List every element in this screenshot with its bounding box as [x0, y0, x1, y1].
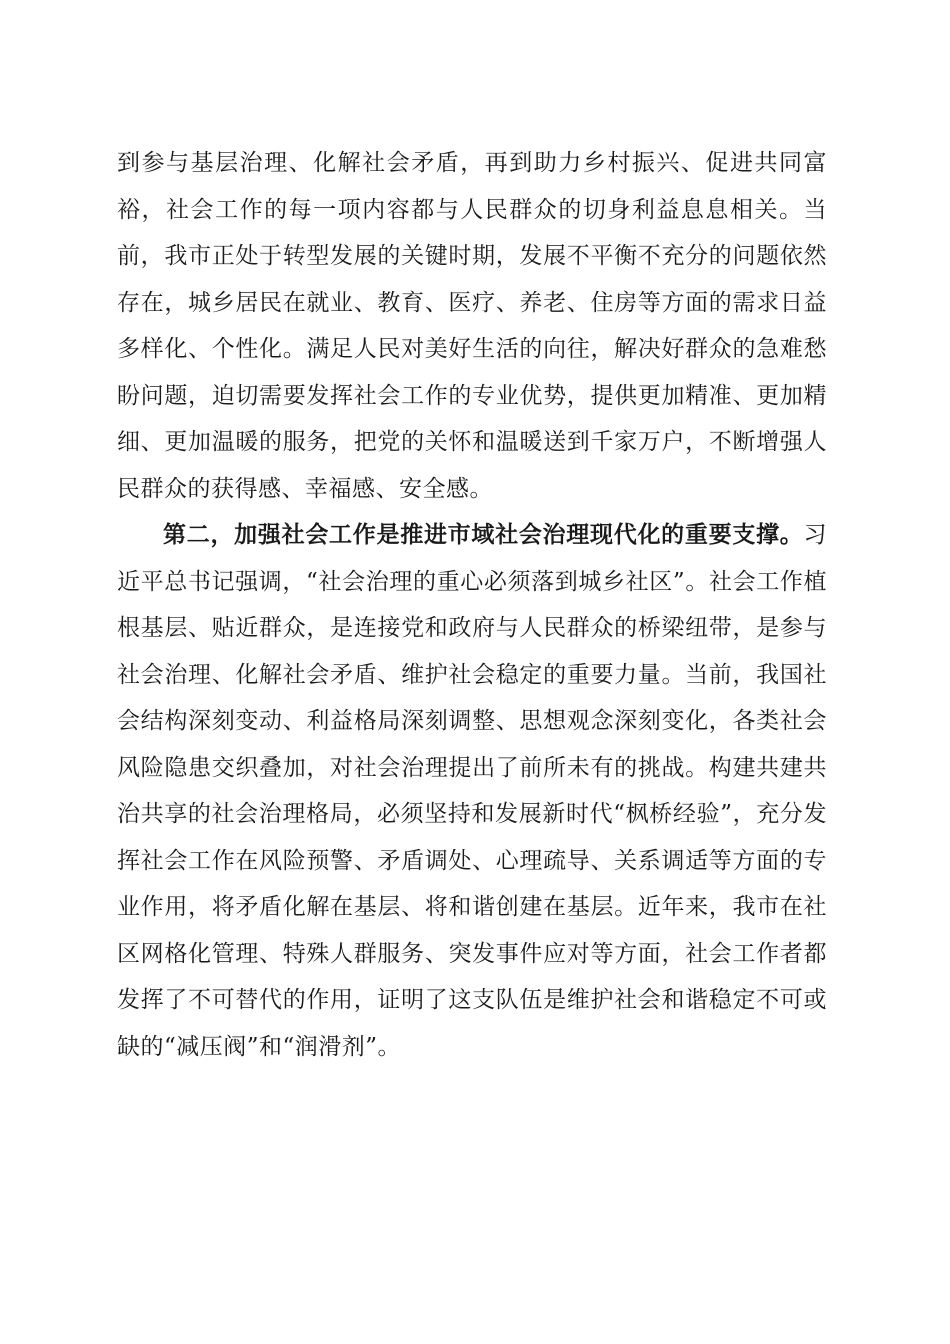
paragraph-second-point: [117, 512, 827, 1070]
paragraph-continued: 到参与基层治理、化解社会矛盾，再到助力乡村振兴、促进共同富裕，社会工作的每一项内容都与人民群众的切身利益息息相关。当前，我市正处于转型发展的关键时期，发展不平衡不充分的问题依然存在，城乡居民在就业、教育、医疗、养老、住房等方面的需求日益多样化、个性化。满足人民对美好生活的向往，解决好群众的急难愁盼问题，迫切需要发挥社会工作的专业优势，提供更加精准、更加精细、更加温暖的服务，把党的关怀和温暖送到千家万户，不断增强人民群众的获得感、幸福感、安全感。: [117, 150, 827, 502]
paragraph-lead-sentence: 第二，加强社会工作是推进市域社会治理现代化的重要支撑。: [163, 521, 804, 548]
document-body: [117, 140, 827, 1070]
paragraph-body-text: 习近平总书记强调，“社会治理的重心必须落到城乡社区”。社会工作植根基层、贴近群众，是连接党和政府与人民群众的桥梁纽带，是参与社会治理、化解社会矛盾、维护社会稳定的重要力量。当前，我国社会结构深刻变动、利益格局深刻调整、思想观念深刻变化，各类社会风险隐患交织叠加，对社会治理提出了前所未有的挑战。构建共建共治共享的社会治理格局，必须坚持和发展新时代“枫桥经验”，充分发挥社会工作在风险预警、矛盾调处、心理疏导、关系调适等方面的专业作用，将矛盾化解在基层、将和谐创建在基层。近年来，我市在社区网格化管理、特殊人群服务、突发事件应对等方面，社会工作者都发挥了不可替代的作用，证明了这支队伍是维护社会和谐稳定不可或缺的“减压阀”和“润滑剂”。: [117, 522, 827, 1060]
